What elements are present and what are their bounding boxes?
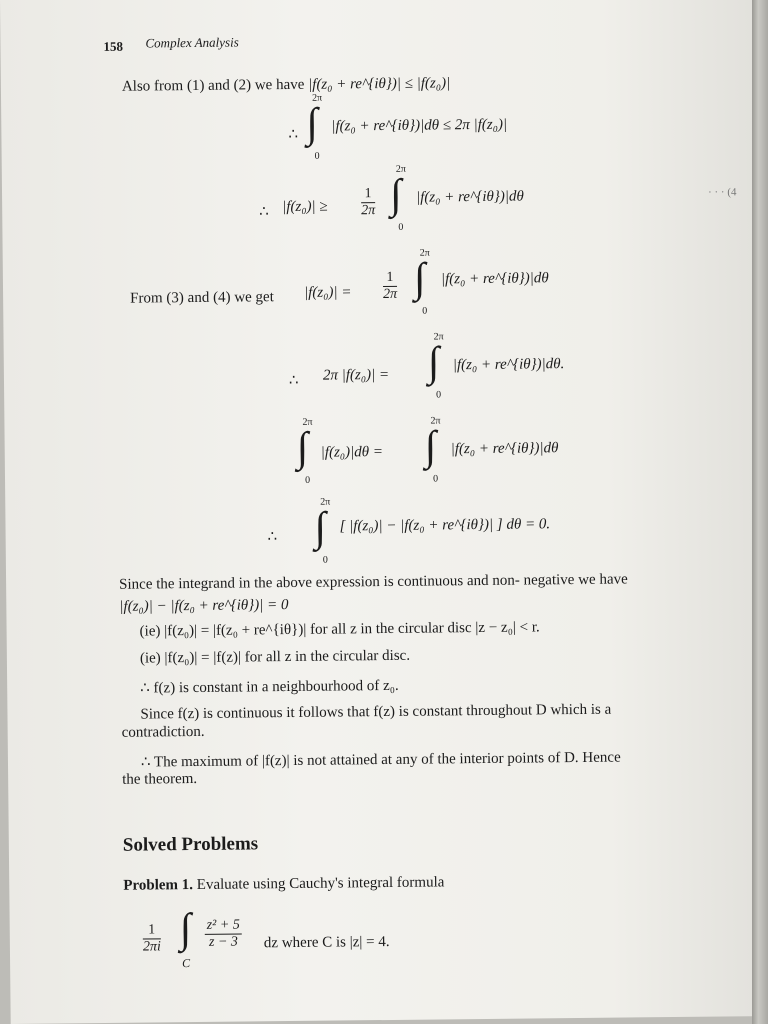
line-4-math: |f(z₀ + re^{iθ})|dθ xyxy=(440,270,549,288)
problem-label: Problem 1. xyxy=(123,877,194,894)
integral-lower-limit: 0 xyxy=(314,150,320,162)
section-heading: Solved Problems xyxy=(122,833,259,856)
line-1-lead: Also from (1) and (2) we have xyxy=(121,76,305,95)
problem-text: Evaluate using Cauchy's integral formula xyxy=(196,874,445,893)
coefficient-denominator: 2πi xyxy=(142,939,161,955)
line-7-math: [ |f(z₀)| − |f(z₀ + re^{iθ})| ] dθ = 0. xyxy=(339,516,551,535)
integral-lower-limit: 0 xyxy=(322,554,328,566)
integral-sign: ∫ xyxy=(306,100,319,147)
paragraph-5-line-1: Since f(z) is continuous it follows that f(z) is constant throughout D which is a xyxy=(140,701,612,723)
line-1 xyxy=(122,75,450,95)
line-2-math: |f(z₀ + re^{iθ})|dθ ≤ 2π |f(z₀)| xyxy=(331,116,508,135)
integral-lower-limit: 0 xyxy=(436,389,442,401)
integrand-numerator: z² + 5 xyxy=(205,918,242,935)
fraction-one-over-two-pi xyxy=(358,186,378,219)
paragraph-1: Since the integrand in the above expression is continuous and non- negative we have xyxy=(119,571,628,593)
integrand-denominator: z − 3 xyxy=(208,934,238,950)
line-1-math: |f(z₀ + re^{iθ})| ≤ |f(z₀)| xyxy=(308,75,451,93)
integrand xyxy=(202,917,245,950)
line-3-left: |f(z₀)| ≥ xyxy=(282,198,328,216)
fraction-denominator: 2π xyxy=(361,203,376,219)
line-5-left: 2π |f(z₀)| = xyxy=(322,366,390,384)
integral-upper-limit: 2π xyxy=(419,247,430,259)
fraction-numerator: 1 xyxy=(361,186,375,203)
integral-sign: ∫ xyxy=(413,255,426,302)
integral-upper-limit: 2π xyxy=(430,415,441,427)
paragraph-1-math: |f(z₀)| − |f(z₀ + re^{iθ})| = 0 xyxy=(119,597,289,615)
paragraph-2: (ie) |f(z₀)| = |f(z₀ + re^{iθ})| for all z in the circular disc |z − z₀| < r. xyxy=(139,619,540,640)
line-3-math: |f(z₀ + re^{iθ})|dθ xyxy=(416,188,524,206)
problem-tail: dz where C is |z| = 4. xyxy=(263,933,390,952)
integral-sign: ∫ xyxy=(424,423,437,470)
paragraph-5-line-2: contradiction. xyxy=(121,723,205,741)
integral-sign: ∫ xyxy=(296,424,309,471)
equation-tag: · · · (4 xyxy=(707,186,737,199)
integral-sign: ∫ xyxy=(389,171,402,218)
line-5-math: |f(z₀ + re^{iθ})|dθ. xyxy=(452,356,565,374)
integral-lower-limit: 0 xyxy=(422,305,428,317)
book-spine-edge xyxy=(752,0,768,1024)
integral-upper-limit: 2π xyxy=(311,92,323,104)
fraction-one-over-two-pi xyxy=(380,270,400,303)
integral-lower-limit: 0 xyxy=(432,473,439,485)
paragraph-3: (ie) |f(z₀)| = |f(z)| for all z in the circular disc. xyxy=(139,647,411,667)
contour-label: C xyxy=(182,956,191,971)
therefore-symbol: ∴ xyxy=(288,372,299,389)
integral-upper-limit: 2π xyxy=(320,496,331,508)
line-4-left: |f(z₀)| = xyxy=(303,284,352,301)
line-6-math: |f(z₀ + re^{iθ})|dθ xyxy=(450,440,559,458)
therefore-symbol: ∴ xyxy=(288,126,299,143)
fraction-numerator: 1 xyxy=(383,270,397,287)
integral-sign: ∫ xyxy=(427,339,440,386)
problem-1 xyxy=(123,874,444,894)
running-title: Complex Analysis xyxy=(145,34,239,51)
integral-lower-limit: 0 xyxy=(398,221,404,233)
integral-sign: ∫ xyxy=(314,504,327,551)
therefore-symbol: ∴ xyxy=(259,204,269,221)
paragraph-6-line-1: ∴ The maximum of |f(z)| is not attained at any of the interior points of D. Hence xyxy=(140,749,621,771)
line-6-left: |f(z₀)|dθ = xyxy=(320,444,384,461)
line-4-lead: From (3) and (4) we get xyxy=(130,289,274,307)
integral-upper-limit: 2π xyxy=(302,416,313,428)
fraction-denominator: 2π xyxy=(383,286,398,303)
problem-coefficient xyxy=(140,922,164,955)
page-number: 158 xyxy=(103,38,124,54)
paragraph-4: ∴ f(z) is constant in a neighbourhood of z₀. xyxy=(140,677,399,697)
therefore-symbol: ∴ xyxy=(267,529,278,546)
coefficient-numerator: 1 xyxy=(143,922,161,939)
integral-upper-limit: 2π xyxy=(395,163,406,175)
integral-sign: ∫ xyxy=(179,906,192,953)
paragraph-6-line-2: the theorem. xyxy=(122,770,198,788)
integral-lower-limit: 0 xyxy=(304,474,311,486)
integral-upper-limit: 2π xyxy=(433,331,444,343)
